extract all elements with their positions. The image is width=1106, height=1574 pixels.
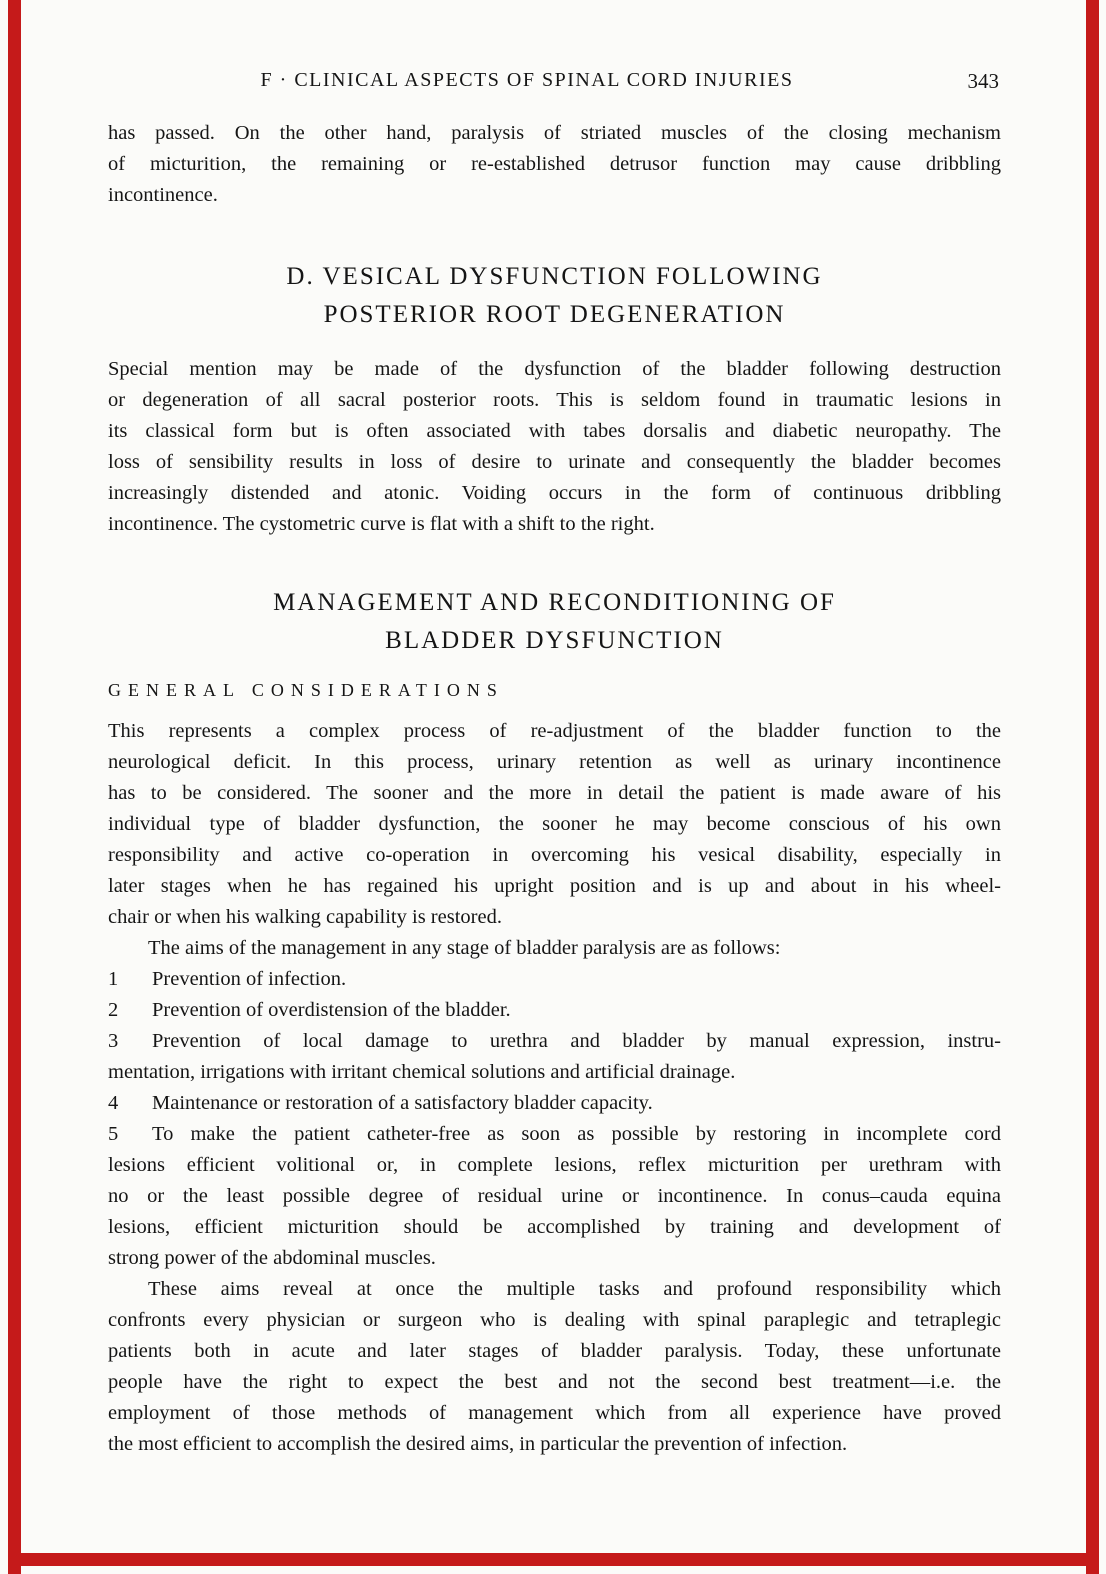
list-item-number: 4: [108, 1092, 119, 1114]
text-line: 5 To make the patient catheter-free as soon as possible by restoring in incomplete cord: [108, 1119, 1001, 1150]
text-line: 1 Prevention of infection.: [108, 964, 1001, 995]
running-head-title: F · CLINICAL ASPECTS OF SPINAL CORD INJURIES: [260, 69, 794, 91]
scan-edge-bottom: [8, 1553, 1099, 1566]
running-head: [108, 69, 1001, 99]
text-line: responsibility and active co-operation in overcoming his vesical disability, especially in: [108, 844, 1001, 866]
scan-edge-right: [1086, 0, 1099, 1574]
text-line: 3 Prevention of local damage to urethra and bladder by manual expression, instru-: [108, 1026, 1001, 1057]
text-line: has passed. On the other hand, paralysis of striated muscles of the closing mechanism: [108, 122, 1001, 144]
p1: [108, 118, 1001, 211]
p2: [108, 354, 1001, 540]
text-line: GENERAL CONSIDERATIONS: [108, 680, 504, 700]
heading-m: [108, 584, 1001, 660]
item3: [108, 1026, 1001, 1088]
text-line: D. VESICAL DYSFUNCTION FOLLOWING: [286, 263, 823, 290]
text-line: incontinence.: [108, 184, 218, 206]
item4: [108, 1088, 1001, 1119]
page-number: 343: [967, 69, 999, 93]
text-line: POSTERIOR ROOT DEGENERATION: [323, 301, 786, 328]
text-line: lesions, efficient micturition should be accomplished by training and development of: [108, 1216, 1001, 1238]
text-line: later stages when he has regained his upright position and is up and about in his wheel-: [108, 875, 1001, 897]
text-line: incontinence. The cystometric curve is flat with a shift to the right.: [108, 513, 655, 535]
item5: [108, 1119, 1001, 1274]
text-line: MANAGEMENT AND RECONDITIONING OF: [273, 589, 836, 616]
text-line: loss of sensibility results in loss of desire to urinate and consequently the bladder becomes: [108, 451, 1001, 473]
list-item-number: 5: [108, 1123, 119, 1145]
text-line: 2 Prevention of overdistension of the bladder.: [108, 995, 1001, 1026]
text-line: employment of those methods of management which from all experience have proved: [108, 1402, 1001, 1424]
scan-edge-left: [8, 0, 21, 1574]
text-line: Special mention may be made of the dysfunction of the bladder following destruction: [108, 358, 1001, 380]
text-line: This represents a complex process of re-adjustment of the bladder function to the: [108, 720, 1001, 742]
text-line: people have the right to expect the best and not the second best treatment—i.e. the: [108, 1371, 1001, 1393]
text-line: strong power of the abdominal muscles.: [108, 1247, 436, 1269]
subhead: [108, 679, 1001, 701]
item1: [108, 964, 1001, 995]
text-line: lesions efficient volitional or, in complete lesions, reflex micturition per urethram with: [108, 1154, 1001, 1176]
text-line: patients both in acute and later stages of bladder paralysis. Today, these unfortunate: [108, 1340, 1001, 1362]
text-line: neurological deficit. In this process, urinary retention as well as urinary incontinence: [108, 751, 1001, 773]
text-line: chair or when his walking capability is restored.: [108, 906, 502, 928]
text-line: These aims reveal at once the multiple tasks and profound responsibility which: [148, 1278, 1001, 1300]
list-item-number: 2: [108, 999, 119, 1021]
text-line: individual type of bladder dysfunction, the sooner he may become conscious of his own: [108, 813, 1001, 835]
text-line: its classical form but is often associated with tabes dorsalis and diabetic neuropathy. The: [108, 420, 1001, 442]
text-line: has to be considered. The sooner and the more in detail the patient is made aware of his: [108, 782, 1001, 804]
text-line: mentation, irrigations with irritant chemical solutions and artificial drainage.: [108, 1061, 736, 1083]
text-line: confronts every physician or surgeon who is dealing with spinal paraplegic and tetraplegic: [108, 1309, 1001, 1331]
text-line: 4 Maintenance or restoration of a satisfactory bladder capacity.: [108, 1088, 1001, 1119]
list-item-number: 1: [108, 968, 119, 990]
item2: [108, 995, 1001, 1026]
text-line: or degeneration of all sacral posterior roots. This is seldom found in traumatic lesions in: [108, 389, 1001, 411]
text-line: the most efficient to accomplish the desired aims, in particular the prevention of infection.: [108, 1433, 848, 1455]
text-line: no or the least possible degree of residual urine or incontinence. In conus–cauda equina: [108, 1185, 1001, 1207]
p4: [108, 1274, 1001, 1460]
text-line: increasingly distended and atonic. Voiding occurs in the form of continuous dribbling: [108, 482, 1001, 504]
heading-d: [108, 258, 1001, 334]
text-line: BLADDER DYSFUNCTION: [385, 627, 724, 654]
text-line: The aims of the management in any stage of bladder paralysis are as follows:: [148, 937, 781, 959]
text-line: of micturition, the remaining or re-established detrusor function may cause dribbling: [108, 153, 1001, 175]
p3: [108, 716, 1001, 933]
aims-intro: [108, 933, 1001, 964]
list-item-number: 3: [108, 1030, 119, 1052]
